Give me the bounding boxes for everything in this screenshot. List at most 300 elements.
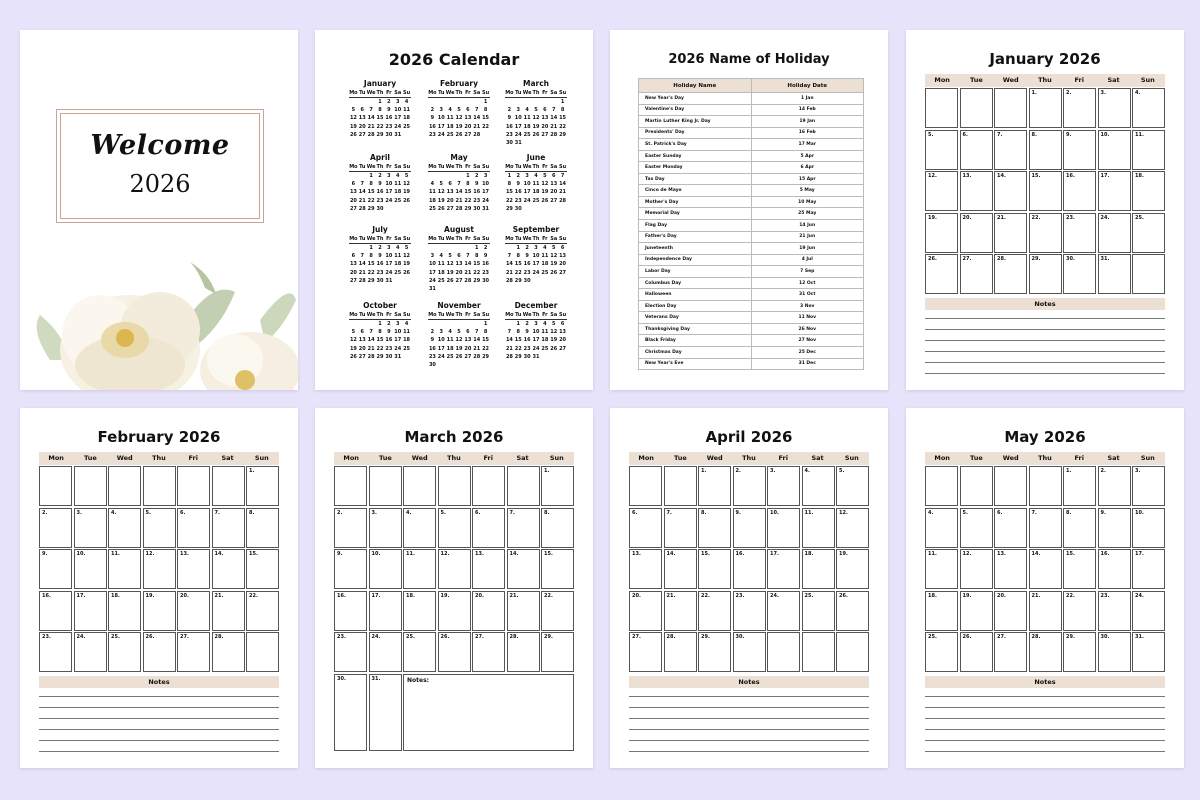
day-number: 15 xyxy=(482,337,490,344)
weekday-header: Sa xyxy=(473,236,481,242)
day-number: 3 xyxy=(430,253,435,260)
day-cell[interactable] xyxy=(39,591,72,631)
day-cell[interactable] xyxy=(664,632,697,672)
day-cell[interactable] xyxy=(994,254,1027,294)
day-number: 1 xyxy=(369,245,373,251)
day-cell[interactable] xyxy=(334,549,367,589)
day-cell[interactable] xyxy=(1029,466,1062,506)
day-cell[interactable] xyxy=(767,508,800,548)
day-cell[interactable] xyxy=(994,88,1027,128)
day-cell[interactable] xyxy=(369,674,402,751)
notes-line xyxy=(629,729,869,730)
weekday-label: Tue xyxy=(970,454,983,462)
day-cell[interactable] xyxy=(1132,508,1165,548)
day-cell[interactable] xyxy=(403,466,436,506)
day-number: 22 xyxy=(367,197,375,204)
day-cell[interactable] xyxy=(767,632,800,672)
day-cell[interactable] xyxy=(1132,130,1165,170)
day-cell[interactable] xyxy=(733,466,766,506)
day-number: 22 xyxy=(464,197,472,204)
day-cell[interactable] xyxy=(143,508,176,548)
day-number: 31 xyxy=(482,205,490,212)
day-cell[interactable] xyxy=(1098,88,1131,128)
april-planner-page xyxy=(610,408,888,768)
weekday-label: Tue xyxy=(379,454,392,462)
day-cell[interactable] xyxy=(369,508,402,548)
day-number: 26 xyxy=(550,269,558,276)
mini-month-july xyxy=(349,224,411,285)
day-number: 22. xyxy=(544,592,553,599)
day-cell[interactable] xyxy=(1098,508,1131,548)
day-cell[interactable] xyxy=(629,591,662,631)
blank-day xyxy=(472,98,481,106)
day-number: 26 xyxy=(541,197,549,204)
day-cell[interactable] xyxy=(212,632,245,672)
day-cell[interactable] xyxy=(1063,632,1096,672)
day-cell[interactable] xyxy=(1029,171,1062,211)
day-number: 5 xyxy=(457,107,461,114)
day-cell[interactable] xyxy=(925,254,958,294)
day-cell[interactable] xyxy=(836,591,869,631)
day-cell[interactable] xyxy=(698,632,731,672)
day-cell[interactable] xyxy=(334,508,367,548)
weekday-header-row xyxy=(925,74,1165,87)
notes-line xyxy=(39,751,279,752)
day-number: 28. xyxy=(1031,634,1041,640)
day-number: 4 xyxy=(439,253,444,260)
day-cell[interactable] xyxy=(369,466,402,506)
day-cell[interactable] xyxy=(733,549,766,589)
day-cell[interactable] xyxy=(1098,171,1131,211)
day-number: 18 xyxy=(394,261,402,268)
weekday-header: Mo xyxy=(349,164,358,170)
day-number: 17 xyxy=(428,269,436,276)
day-cell[interactable] xyxy=(1063,171,1096,211)
day-number: 12 xyxy=(403,253,411,260)
day-cell[interactable] xyxy=(1132,466,1165,506)
day-cell[interactable] xyxy=(1029,88,1062,128)
day-cell[interactable] xyxy=(767,466,800,506)
day-cell[interactable] xyxy=(1063,88,1096,128)
day-number: 23 xyxy=(482,269,490,276)
day-cell[interactable] xyxy=(1029,254,1062,294)
day-number: 11. xyxy=(804,509,814,516)
day-cell[interactable] xyxy=(698,591,731,631)
day-number: 8. xyxy=(544,509,550,516)
day-cell[interactable] xyxy=(733,591,766,631)
day-cell[interactable] xyxy=(698,466,731,506)
day-number: 20 xyxy=(349,197,357,204)
day-cell[interactable] xyxy=(994,508,1027,548)
day-number: 11 xyxy=(446,115,454,122)
day-cell[interactable] xyxy=(1063,130,1096,170)
day-cell[interactable] xyxy=(246,466,279,506)
day-cell[interactable] xyxy=(664,508,697,548)
day-cell[interactable] xyxy=(74,632,107,672)
day-cell[interactable] xyxy=(39,632,72,672)
day-number: 25 xyxy=(523,131,531,138)
day-cell[interactable] xyxy=(541,591,574,631)
day-cell[interactable] xyxy=(1063,466,1096,506)
mini-month-name: March xyxy=(522,79,549,88)
day-cell[interactable] xyxy=(1132,88,1165,128)
day-cell[interactable] xyxy=(767,549,800,589)
day-cell[interactable] xyxy=(334,674,367,751)
day-cell[interactable] xyxy=(960,549,993,589)
day-number: 2 xyxy=(507,107,512,114)
day-cell[interactable] xyxy=(802,466,835,506)
day-number: 17 xyxy=(394,115,402,122)
day-number: 11. xyxy=(111,551,120,557)
day-cell[interactable] xyxy=(1098,254,1131,294)
day-cell[interactable] xyxy=(1063,549,1096,589)
day-number: 9 xyxy=(430,115,435,122)
day-number: 17 xyxy=(523,189,531,196)
day-cell[interactable] xyxy=(629,549,662,589)
day-number: 9 xyxy=(387,107,391,114)
day-cell[interactable] xyxy=(507,508,540,548)
day-cell[interactable] xyxy=(802,549,835,589)
day-cell[interactable] xyxy=(212,591,245,631)
day-cell[interactable] xyxy=(246,508,279,548)
day-cell[interactable] xyxy=(507,591,540,631)
day-cell[interactable] xyxy=(1098,549,1131,589)
day-cell[interactable] xyxy=(733,632,766,672)
day-cell[interactable] xyxy=(74,466,107,506)
day-cell[interactable] xyxy=(994,466,1027,506)
day-cell[interactable] xyxy=(836,466,869,506)
day-cell[interactable] xyxy=(507,549,540,589)
day-number: 3 xyxy=(387,245,391,251)
day-cell[interactable] xyxy=(925,591,958,631)
day-number: 31 xyxy=(514,140,522,147)
day-cell[interactable] xyxy=(472,466,505,506)
weekday-label: Tue xyxy=(674,454,687,462)
day-number: 14 xyxy=(464,261,472,268)
day-cell[interactable] xyxy=(212,466,245,506)
day-cell[interactable] xyxy=(664,591,697,631)
day-cell[interactable] xyxy=(541,632,574,672)
day-cell[interactable] xyxy=(664,466,697,506)
notes-line xyxy=(39,718,279,719)
day-cell[interactable] xyxy=(664,549,697,589)
holiday-row xyxy=(639,162,864,174)
day-cell[interactable] xyxy=(925,549,958,589)
day-cell[interactable] xyxy=(108,466,141,506)
day-cell[interactable] xyxy=(472,508,505,548)
day-number: 30. xyxy=(337,675,346,682)
day-cell[interactable] xyxy=(74,591,107,631)
weekday-label: Tue xyxy=(970,76,983,84)
day-cell[interactable] xyxy=(39,508,72,548)
day-number: 3 xyxy=(439,107,444,114)
day-cell[interactable] xyxy=(1098,213,1131,253)
day-cell[interactable] xyxy=(960,632,993,672)
day-number: 4. xyxy=(928,509,934,516)
day-number: 29 xyxy=(376,131,384,138)
weekday-label: Mon xyxy=(934,454,950,462)
day-number: 2 xyxy=(483,245,488,251)
day-cell[interactable] xyxy=(836,632,869,672)
day-cell[interactable] xyxy=(960,591,993,631)
weekday-header: Th xyxy=(455,90,463,96)
day-cell[interactable] xyxy=(212,549,245,589)
weekday-header: Tu xyxy=(515,90,522,96)
notes-line xyxy=(925,340,1165,341)
day-cell[interactable] xyxy=(143,466,176,506)
day-cell[interactable] xyxy=(1029,130,1062,170)
day-cell[interactable] xyxy=(960,88,993,128)
day-cell[interactable] xyxy=(698,549,731,589)
notes-line xyxy=(629,740,869,741)
day-cell[interactable] xyxy=(925,130,958,170)
day-number: 5 xyxy=(404,245,409,251)
weekday-header: Sa xyxy=(550,312,558,318)
day-number: 21 xyxy=(358,269,366,276)
day-cell[interactable] xyxy=(334,591,367,631)
holiday-date: 14 Jun xyxy=(751,220,864,232)
day-cell[interactable] xyxy=(438,508,471,548)
holiday-date: 19 Jun xyxy=(751,243,864,255)
day-cell[interactable] xyxy=(1132,171,1165,211)
day-number: 23. xyxy=(1066,214,1075,221)
day-cell[interactable] xyxy=(1029,213,1062,253)
day-number: 25. xyxy=(928,634,937,640)
day-number: 9. xyxy=(42,551,48,557)
day-cell[interactable] xyxy=(925,632,958,672)
day-cell[interactable] xyxy=(507,632,540,672)
blank-day xyxy=(437,244,446,252)
day-cell[interactable] xyxy=(212,508,245,548)
month-day-grid xyxy=(334,466,574,672)
day-cell[interactable] xyxy=(960,466,993,506)
holiday-table-header xyxy=(639,79,864,93)
day-cell[interactable] xyxy=(143,632,176,672)
day-cell[interactable] xyxy=(1029,508,1062,548)
day-number: 4. xyxy=(804,468,810,474)
day-cell[interactable] xyxy=(1132,591,1165,631)
day-number: 1 xyxy=(483,99,488,105)
holiday-name-header: Holiday Name xyxy=(639,79,752,93)
day-cell[interactable] xyxy=(246,549,279,589)
day-number: 27 xyxy=(358,131,366,138)
day-cell[interactable] xyxy=(507,466,540,506)
day-cell[interactable] xyxy=(960,171,993,211)
day-cell[interactable] xyxy=(960,213,993,253)
mini-month-march xyxy=(505,78,567,147)
day-cell[interactable] xyxy=(39,466,72,506)
day-cell[interactable] xyxy=(1029,632,1062,672)
day-number: 11 xyxy=(532,181,540,188)
day-cell[interactable] xyxy=(177,466,210,506)
day-number: 24 xyxy=(428,277,436,284)
notes-header: Notes xyxy=(629,676,869,688)
weekday-label: Fri xyxy=(188,454,198,462)
day-number: 15. xyxy=(544,551,553,557)
day-cell[interactable] xyxy=(472,632,505,672)
day-number: 19 xyxy=(455,123,463,130)
day-cell[interactable] xyxy=(438,466,471,506)
day-cell[interactable] xyxy=(836,549,869,589)
day-cell[interactable] xyxy=(629,466,662,506)
mini-month-grid xyxy=(349,236,411,285)
day-cell[interactable] xyxy=(802,591,835,631)
month-title: January 2026 xyxy=(989,50,1101,68)
day-number: 21 xyxy=(455,197,463,204)
day-cell[interactable] xyxy=(334,466,367,506)
weekday-label: Sat xyxy=(811,454,824,462)
weekday-header: Fr xyxy=(465,90,471,96)
day-cell[interactable] xyxy=(733,508,766,548)
day-cell[interactable] xyxy=(438,591,471,631)
day-number: 31. xyxy=(1100,256,1110,262)
day-cell[interactable] xyxy=(541,508,574,548)
day-cell[interactable] xyxy=(1132,213,1165,253)
day-cell[interactable] xyxy=(369,632,402,672)
day-cell[interactable] xyxy=(925,213,958,253)
day-cell[interactable] xyxy=(960,254,993,294)
day-cell[interactable] xyxy=(994,130,1027,170)
day-cell[interactable] xyxy=(994,591,1027,631)
day-cell[interactable] xyxy=(334,632,367,672)
day-number: 7 xyxy=(369,329,373,336)
day-cell[interactable] xyxy=(472,591,505,631)
day-cell[interactable] xyxy=(438,549,471,589)
day-number: 20 xyxy=(550,189,558,196)
day-cell[interactable] xyxy=(767,591,800,631)
day-cell[interactable] xyxy=(802,632,835,672)
blank-day xyxy=(523,98,532,106)
day-cell[interactable] xyxy=(836,508,869,548)
holiday-date-header: Holiday Date xyxy=(751,79,864,93)
day-cell[interactable] xyxy=(74,549,107,589)
holiday-name: Presidents' Day xyxy=(639,127,752,139)
day-cell[interactable] xyxy=(438,632,471,672)
weekday-header-row xyxy=(39,452,279,465)
day-cell[interactable] xyxy=(108,508,141,548)
day-cell[interactable] xyxy=(925,508,958,548)
day-number: 26. xyxy=(928,256,937,262)
day-cell[interactable] xyxy=(246,591,279,631)
day-cell[interactable] xyxy=(369,549,402,589)
mini-month-name: November xyxy=(437,301,481,310)
day-number: 25 xyxy=(446,353,454,360)
day-cell[interactable] xyxy=(1098,130,1131,170)
notes-box[interactable] xyxy=(403,674,574,751)
weekday-header: Su xyxy=(481,236,490,242)
day-cell[interactable] xyxy=(1132,549,1165,589)
day-cell[interactable] xyxy=(1063,213,1096,253)
day-cell[interactable] xyxy=(1063,254,1096,294)
mini-month-december xyxy=(505,300,567,361)
day-number: 15 xyxy=(482,115,490,122)
day-number: 18 xyxy=(446,123,454,130)
day-number: 11 xyxy=(541,253,549,260)
day-cell[interactable] xyxy=(994,632,1027,672)
day-number: 16 xyxy=(376,189,384,196)
day-cell[interactable] xyxy=(1029,591,1062,631)
day-cell[interactable] xyxy=(541,549,574,589)
day-cell[interactable] xyxy=(177,591,210,631)
day-cell[interactable] xyxy=(960,130,993,170)
day-cell[interactable] xyxy=(698,508,731,548)
weekday-header: Su xyxy=(558,164,567,170)
holiday-title: 2026 Name of Holiday xyxy=(668,52,830,67)
notes-line xyxy=(925,729,1165,730)
day-cell[interactable] xyxy=(994,213,1027,253)
day-number: 24. xyxy=(1100,214,1110,221)
day-cell[interactable] xyxy=(960,508,993,548)
mini-month-january xyxy=(349,78,411,139)
day-cell[interactable] xyxy=(39,549,72,589)
day-number: 26. xyxy=(440,634,450,640)
day-cell[interactable] xyxy=(177,508,210,548)
day-cell[interactable] xyxy=(925,171,958,211)
day-number: 2 xyxy=(430,329,435,336)
day-number: 1 xyxy=(516,321,521,327)
day-cell[interactable] xyxy=(108,549,141,589)
day-cell[interactable] xyxy=(143,591,176,631)
day-cell[interactable] xyxy=(1132,254,1165,294)
day-cell[interactable] xyxy=(177,632,210,672)
january-planner-page xyxy=(906,30,1184,390)
day-cell[interactable] xyxy=(994,549,1027,589)
day-cell[interactable] xyxy=(108,632,141,672)
day-cell[interactable] xyxy=(246,632,279,672)
day-cell[interactable] xyxy=(925,88,958,128)
day-cell[interactable] xyxy=(403,508,436,548)
holiday-date: 17 Mar xyxy=(751,139,864,151)
mini-month-june xyxy=(505,152,567,213)
day-cell[interactable] xyxy=(629,508,662,548)
day-cell[interactable] xyxy=(1098,591,1131,631)
day-cell[interactable] xyxy=(629,632,662,672)
day-number: 28. xyxy=(509,634,519,640)
day-number: 14 xyxy=(367,337,375,344)
day-number: 29 xyxy=(505,205,513,212)
day-number: 20. xyxy=(997,592,1006,599)
day-cell[interactable] xyxy=(403,632,436,672)
day-cell[interactable] xyxy=(1029,549,1062,589)
day-number: 9. xyxy=(1100,509,1106,516)
day-cell[interactable] xyxy=(925,466,958,506)
day-cell[interactable] xyxy=(541,466,574,506)
day-number: 13 xyxy=(358,115,366,122)
day-cell[interactable] xyxy=(1098,632,1131,672)
day-cell[interactable] xyxy=(403,591,436,631)
day-number: 6 xyxy=(560,321,565,327)
day-cell[interactable] xyxy=(1063,508,1096,548)
day-number: 24. xyxy=(371,634,381,640)
day-number: 2 xyxy=(387,99,391,105)
day-cell[interactable] xyxy=(1132,632,1165,672)
day-cell[interactable] xyxy=(472,549,505,589)
day-cell[interactable] xyxy=(108,591,141,631)
day-cell[interactable] xyxy=(403,549,436,589)
day-cell[interactable] xyxy=(1063,591,1096,631)
day-cell[interactable] xyxy=(994,171,1027,211)
day-cell[interactable] xyxy=(369,591,402,631)
day-cell[interactable] xyxy=(177,549,210,589)
day-number: 16 xyxy=(523,261,531,268)
day-number: 5 xyxy=(534,107,538,114)
day-cell[interactable] xyxy=(143,549,176,589)
day-cell[interactable] xyxy=(74,508,107,548)
day-number: 24 xyxy=(385,197,393,204)
day-number: 16 xyxy=(505,123,513,130)
day-cell[interactable] xyxy=(802,508,835,548)
day-cell[interactable] xyxy=(1098,466,1131,506)
